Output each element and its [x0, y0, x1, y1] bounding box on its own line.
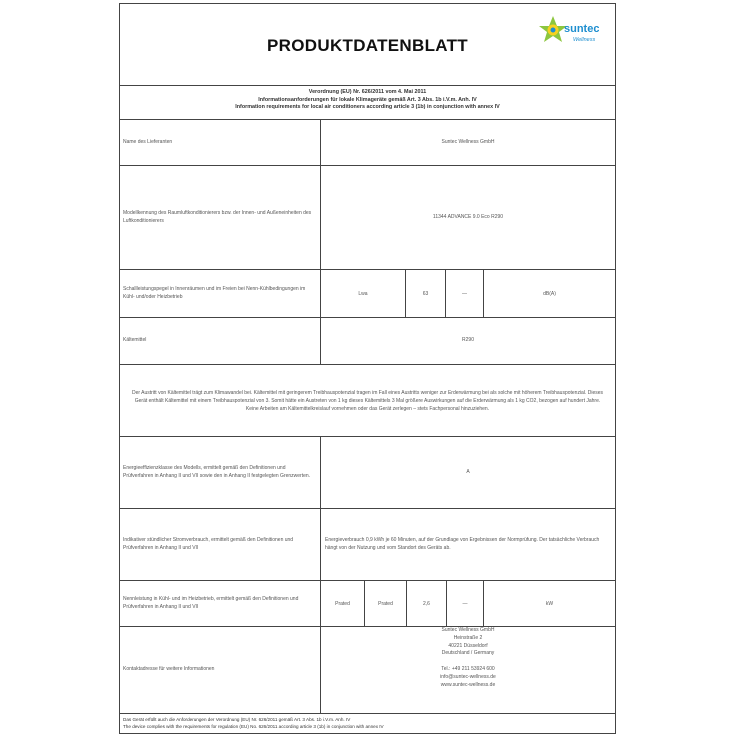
contact-line: Heinstraße 2 — [453, 634, 483, 641]
consumption-value: Energieverbrauch 0,9 kWh je 60 Minuten, auf der Grundlage von Ergebnissen der Normprüfung. Der tatsächliche Verbrauch hängt von der Nutzung und vom Standort des Geräts ab. — [325, 537, 600, 551]
contact-line: Deutschland / Germany — [441, 650, 495, 657]
contact-line: Suntec Wellness GmbH — [441, 627, 495, 633]
noise-symbol: Lwa — [321, 270, 406, 317]
supplier-row — [120, 120, 615, 166]
regulation-row — [120, 86, 615, 120]
efficiency-row — [120, 437, 615, 509]
supplier-value: Suntec Wellness GmbH — [441, 138, 495, 145]
contact-address — [321, 627, 615, 713]
contact-row — [120, 627, 615, 714]
noise-unit: dB(A) — [543, 290, 556, 297]
contact-line: 40221 Düsseldorf — [448, 642, 488, 649]
suntec-logo-icon — [537, 10, 599, 54]
refrigerant-value: R290 — [462, 337, 474, 344]
logo-brand-text: suntec — [564, 23, 599, 35]
model-row — [120, 166, 615, 270]
power-row — [120, 581, 615, 627]
noise-value: 63 — [406, 270, 446, 317]
contact-label: Kontaktadresse für weitere Informationen — [120, 627, 321, 713]
power-symbol-heating: Prated — [365, 581, 407, 626]
product-data-sheet — [119, 3, 616, 734]
refrigerant-row — [120, 318, 615, 365]
efficiency-label: Energieeffizienzklasse des Modells, ermittelt gemäß den Definitionen und Prüfverfahren in Anhang II und VII sowie den in Anhang II festgelegten Grenzwerten. — [120, 437, 321, 508]
power-value: 2,6 — [407, 581, 447, 626]
contact-line — [321, 658, 615, 666]
noise-empty: — — [446, 270, 484, 317]
regulation-line: Informationsanforderungen für lokale Klimageräte gemäß Art. 3 Abs. 1b i.V.m. Anh. IV — [258, 96, 477, 103]
supplier-label: Name des Lieferanten — [120, 120, 321, 165]
model-value: 11344 ADVANCE 9.0 Eco R290 — [432, 213, 504, 220]
contact-line: info@suntec-wellness.de — [440, 673, 496, 680]
contact-line: www.suntec-wellness.de — [440, 681, 496, 688]
footer-line: Das Gerät erfüllt auch die Anforderungen der Verordnung (EU) Nr. 626/2011 gemäß Art. 3 Abs. 1b i.V.m. Anh. IV — [123, 717, 351, 722]
power-unit: kW — [545, 600, 554, 607]
logo-sub-text: Wellness — [573, 37, 596, 43]
model-label: Modellkennung des Raumluftkonditionierers bzw. der Innen- und Außeneinheiten des Luftkonditionierers — [120, 166, 321, 269]
header-row — [120, 4, 615, 86]
contact-line: Tel.: +49 211 53924 600 — [441, 665, 495, 672]
noise-label: Schallleistungspegel in Innenräumen und im Freien bei Nenn-Kühlbedingungen im Kühl- und/oder Heizbetrieb — [120, 270, 321, 317]
page-title: PRODUKTDATENBLATT — [267, 36, 468, 55]
footer-line: The device complies with the requirements for regulation (EU) No. 626/2011 according article 3 (1b) in conjunction with annex IV — [123, 724, 384, 729]
power-label: Nennleistung in Kühl- und im Heizbetrieb, ermittelt gemäß den Definitionen und Prüfverfahren in Anhang II und VII — [120, 581, 321, 626]
regulation-line: Information requirements for local air conditioners according article 3 (1b) in conjunction with annex IV — [235, 104, 500, 111]
noise-row — [120, 270, 615, 318]
regulation-line: Verordnung (EU) Nr. 626/2011 vom 4. Mai 2011 — [308, 89, 427, 95]
refrigerant-notice-row — [120, 365, 615, 437]
efficiency-value: A — [466, 468, 470, 475]
consumption-row — [120, 509, 615, 581]
refrigerant-label: Kältemittel — [120, 318, 321, 364]
power-symbol-cooling: Prated — [321, 581, 365, 626]
refrigerant-notice: Der Austritt von Kältemittel trägt zum Klimawandel bei. Kältemittel mit geringerem Treibhauspotenzial tragen im Fall eines Austritts weniger zur Erderwärmung bei als solche mit höherem Treibhauspotenzial. Dieses Gerät enthält Kältemittel mit einem Treibhauspotenzial von 3. Somit hätte ein Austreten von 1 kg dieses Kältemittels 3 Mal größere Auswirkungen auf die Erderwärmung als 1 kg CO2, bezogen auf hundert Jahre. Keine Arbeiten am Kältemittelkreislauf vornehmen oder das Gerät zerlegen – stets Fachpersonal hinzuziehen. — [131, 389, 604, 412]
footer-row — [120, 714, 615, 735]
consumption-label: Indikativer stündlicher Stromverbrauch, ermittelt gemäß den Definitionen und Prüfverfahren in Anhang II und VII — [120, 509, 321, 580]
power-empty: — — [447, 581, 484, 626]
